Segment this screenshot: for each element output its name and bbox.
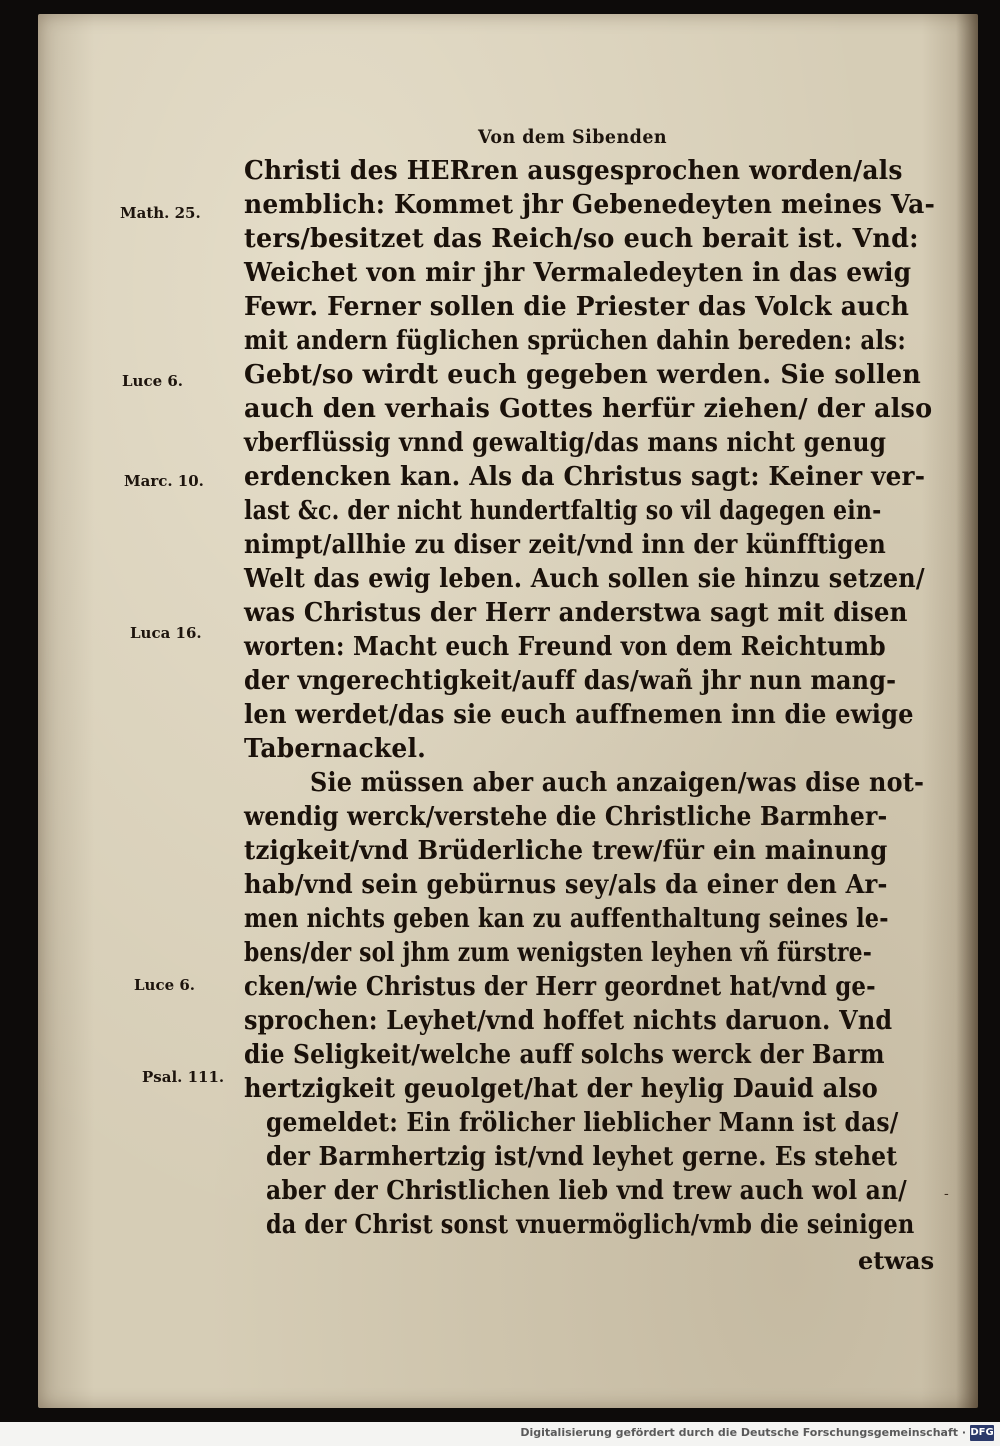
body-line: gemeldet: Ein frölicher lieblicher Mann ist das/ <box>266 1108 899 1138</box>
body-line: auch den verhais Gottes herfür ziehen/ der also <box>244 394 933 424</box>
footer-bar <box>0 1422 1000 1446</box>
body-line: Sie müssen aber auch anzaigen/was dise not- <box>310 768 925 798</box>
body-line: die Seligkeit/welche auff solchs werck der Barm <box>244 1040 885 1070</box>
body-line: Welt das ewig leben. Auch sollen sie hinzu setzen/ <box>244 564 925 594</box>
body-line: tzigkeit/vnd Brüderliche trew/für ein mainung <box>244 836 888 866</box>
body-line: wendig werck/verstehe die Christliche Barmher- <box>244 802 888 832</box>
gutter-shadow <box>956 14 978 1408</box>
body-line: worten: Macht euch Freund von dem Reichtumb <box>244 632 886 662</box>
edge-mark: - <box>944 1186 949 1202</box>
body-line: ters/besitzet das Reich/so euch berait ist. Vnd: <box>244 224 919 254</box>
book-page <box>38 14 978 1408</box>
dfg-logo: DFG <box>970 1425 994 1441</box>
margin-note: Luca 16. <box>130 624 202 642</box>
body-line: nimpt/allhie zu diser zeit/vnd inn der künfftigen <box>244 530 886 560</box>
body-line: last &c. der nicht hundertfaltig so vil dagegen ein- <box>244 496 882 526</box>
body-line: sprochen: Leyhet/vnd hoffet nichts daruon. Vnd <box>244 1006 893 1036</box>
body-line: vberflüssig vnnd gewaltig/das mans nicht genug <box>244 428 887 458</box>
body-line: mit andern füglichen sprüchen dahin bereden: als: <box>244 326 906 356</box>
margin-note: Luce 6. <box>122 372 184 390</box>
margin-note: Psal. 111. <box>142 1068 225 1086</box>
body-line: bens/der sol jhm zum wenigsten leyhen vñ fürstre- <box>244 938 872 968</box>
margin-note: Math. 25. <box>120 204 201 222</box>
body-line: Weichet von mir jhr Vermaledeyten in das ewig <box>244 258 912 288</box>
body-line: aber der Christlichen lieb vnd trew auch wol an/ <box>266 1176 907 1206</box>
body-line: men nichts geben kan zu auffenthaltung seines le- <box>244 904 889 934</box>
body-line: cken/wie Christus der Herr geordnet hat/vnd ge- <box>244 972 876 1002</box>
body-line: der vngerechtigkeit/auff das/wañ jhr nun mang- <box>244 666 897 696</box>
body-line: was Christus der Herr anderstwa sagt mit disen <box>244 598 908 628</box>
running-head: Von dem Sibenden <box>478 126 668 148</box>
body-line: Tabernackel. <box>244 734 427 764</box>
margin-note: Marc. 10. <box>124 472 204 490</box>
body-line: Christi des HERren ausgesprochen worden/als <box>244 156 903 186</box>
body-line: len werdet/das sie euch auffnemen inn die ewige <box>244 700 914 730</box>
body-line: Fewr. Ferner sollen die Priester das Volck auch <box>244 292 910 322</box>
body-line: hab/vnd sein gebürnus sey/als da einer den Ar- <box>244 870 888 900</box>
margin-note: Luce 6. <box>134 976 196 994</box>
body-line: nemblich: Kommet jhr Gebenedeyten meines Va- <box>244 190 936 220</box>
body-line: hertzigkeit geuolget/hat der heylig Dauid also <box>244 1074 878 1104</box>
body-line: der Barmhertzig ist/vnd leyhet gerne. Es stehet <box>266 1142 898 1172</box>
body-line: da der Christ sonst vnuermöglich/vmb die seinigen <box>266 1210 915 1240</box>
body-line: erdencken kan. Als da Christus sagt: Keiner ver- <box>244 462 926 492</box>
body-line: Gebt/so wirdt euch gegeben werden. Sie sollen <box>244 360 921 390</box>
catchword: etwas <box>858 1246 935 1275</box>
funding-credit: Digitalisierung gefördert durch die Deutsche Forschungsgemeinschaft · <box>520 1426 966 1439</box>
